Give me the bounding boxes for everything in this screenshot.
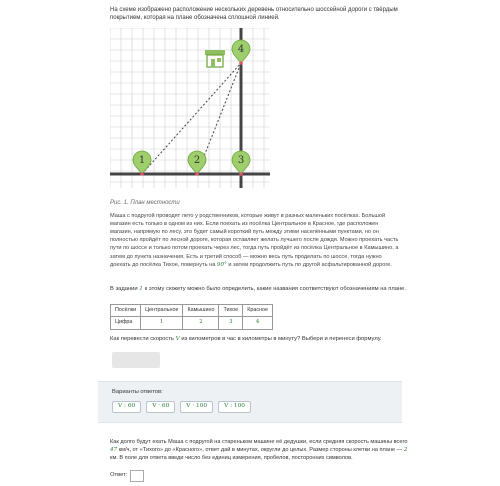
- task2-after: из километров в час в километры в минуту? Выбери и перенеси формулу.: [181, 336, 382, 342]
- answer-input[interactable]: [130, 470, 144, 482]
- svg-text:4: 4: [237, 44, 245, 55]
- village-marker-3: [232, 151, 250, 174]
- table-cell: 4: [243, 317, 273, 329]
- option-v-div-100[interactable]: V : 100: [218, 401, 251, 413]
- map-svg: [110, 28, 270, 188]
- table-header-cell: Тихое: [219, 305, 243, 317]
- task3-part-2: км/ч, от «Тихого» до «Красного», ответ дай в минутах, округли до целых. Размер стороны клетки на плане —: [118, 446, 403, 453]
- svg-text:2: 2: [193, 155, 201, 166]
- task3-part-1: Как долго будут ехать Маша с подругой на стареньком машине её дедушки, если средняя скорость машины всего: [110, 439, 408, 445]
- story-part-2: и затем продолжить путь по другой асфальтированной дороге.: [228, 261, 392, 268]
- answer-options-panel: [98, 381, 402, 423]
- option-v-mul-60[interactable]: V · 60: [146, 401, 175, 413]
- task2-before: Как перевести скорость: [110, 336, 174, 342]
- shop-icon: [205, 50, 225, 67]
- option-v-div-60[interactable]: V : 60: [112, 401, 141, 413]
- village-marker-4: [232, 40, 250, 63]
- formula-drop-zone[interactable]: [112, 352, 160, 368]
- table-cell: 2: [183, 317, 219, 329]
- cell-size-value: 2: [403, 446, 408, 453]
- svg-text:3: 3: [237, 155, 245, 166]
- answer-row: [110, 470, 144, 482]
- task1-after: к этому сюжету можно было определить, какие названия соответствуют обозначениям на плане.: [144, 286, 407, 292]
- task1-number: 1: [139, 286, 143, 292]
- answer-options-list: [112, 401, 251, 413]
- table-header-row: [111, 305, 273, 317]
- answer-options-title: Варианты ответов:: [112, 389, 163, 395]
- story-text: [110, 212, 402, 269]
- villages-table: [110, 304, 273, 330]
- svg-text:1: 1: [138, 155, 146, 166]
- table-row-label: Цифра: [111, 317, 141, 329]
- task3-part-3: км. В поле для ответа введи число без единиц измерения, пробелов, посторонних символов.: [110, 454, 353, 461]
- task-1-text: [110, 286, 410, 294]
- speed-value: 47: [110, 446, 118, 453]
- task-3-text: [110, 439, 410, 462]
- speed-variable: V: [175, 336, 180, 342]
- village-marker-1: [133, 151, 151, 174]
- angle-value: 90°: [216, 261, 227, 268]
- table-header-cell: Камышино: [183, 305, 219, 317]
- task1-before: В задании: [110, 286, 138, 292]
- task-2-text: [110, 336, 410, 344]
- village-marker-2: [188, 151, 206, 174]
- table-cell: 3: [219, 317, 243, 329]
- intro-text: На схеме изображено расположение нескольких деревень относительно шоссейной дороги с твёрдым покрытием, которая на плане обозначена сплошной линией.: [110, 7, 398, 22]
- map-caption: Рис. 1. План местности: [110, 200, 180, 206]
- option-v-mul-100[interactable]: V · 100: [180, 401, 213, 413]
- answer-label: Ответ:: [110, 472, 128, 479]
- table-header-cell: Центральное: [141, 305, 183, 317]
- story-part-1: Маша с подругой проводят лето у родственников, которые живут в разных маленьких посёлках. Большой магазин есть только в одном из них. Если поехать из посёлка Центральное в Красное, где расположен магазин, напрямую по лесу, это будет самый короткий путь между этими населёнными пунктами, но он полностью пройдёт по лесной дороге, которая оставляет желать лучшего после дождя. Можно проехать часть пути по шоссе и только потом проехать через лес, тогда путь пройдёт из посёлка Центральное в Камышино, а затем до пункта назначения. Есть и третий способ — можно весь путь проделать по шоссе, тогда нужно доехать до посёлка Тихое, повернуть на: [110, 213, 399, 268]
- table-cell: 1: [141, 317, 183, 329]
- village-map: [110, 28, 270, 188]
- table-header-cell: Красное: [243, 305, 273, 317]
- table-row: [111, 317, 273, 329]
- table-header-cell: Посёлки: [111, 305, 141, 317]
